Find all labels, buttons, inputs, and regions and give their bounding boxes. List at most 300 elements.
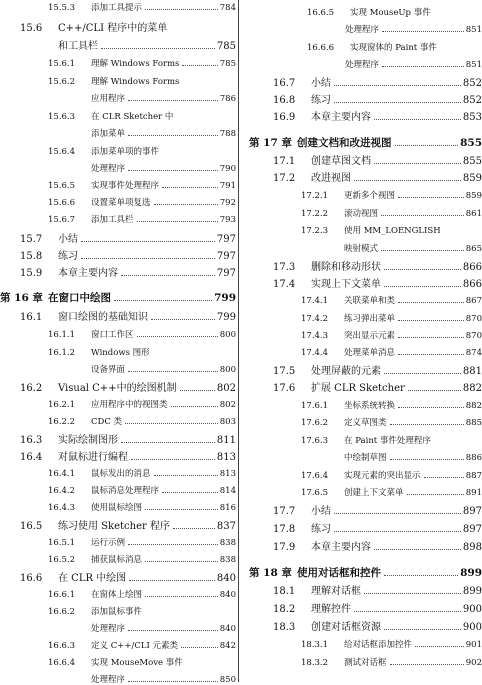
toc-entry [20, 19, 236, 34]
toc-entry [91, 622, 236, 634]
toc-page-number: 867 [465, 295, 482, 306]
dot-leader [125, 423, 218, 424]
toc-entry [91, 363, 236, 375]
toc-entry [301, 486, 482, 498]
toc-entry-title: 添加菜单 [91, 128, 126, 139]
toc-page-number: 886 [465, 452, 482, 463]
dot-leader [180, 390, 215, 391]
toc-page-number: 881 [462, 366, 482, 377]
toc-entry-title: 小结 [58, 234, 78, 245]
dot-leader [81, 258, 215, 259]
toc-entry [48, 656, 236, 668]
toc-page-number: 802 [216, 383, 236, 394]
toc-page-number: 897 [462, 524, 482, 535]
toc-entry-title: 处理屏蔽的元素 [311, 366, 381, 377]
toc-entry-number: 17.4.1 [301, 295, 329, 306]
toc-page-number: 850 [219, 674, 236, 685]
toc-page-number: 882 [465, 400, 482, 411]
dot-leader [129, 580, 215, 581]
toc-entry-number: 16.4.3 [48, 502, 76, 513]
toc-entry [273, 169, 482, 184]
dot-leader [101, 48, 215, 49]
toc-entry-title: 处理程序 [91, 674, 126, 685]
toc-entry-title: 理解 Windows Forms [91, 76, 180, 87]
toc-entry-title: 改进视图 [311, 173, 351, 184]
dot-leader [384, 286, 461, 287]
dot-leader [390, 459, 464, 460]
toc-entry-number: 15.8 [20, 251, 43, 262]
toc-page-number: 813 [219, 468, 236, 479]
toc-entry-number: 17.6.5 [301, 487, 329, 498]
toc-page-number: 802 [219, 399, 236, 410]
dot-leader [128, 371, 218, 372]
toc-entry-number: 17.6 [273, 383, 296, 394]
toc-entry [48, 145, 236, 157]
dot-leader [334, 513, 461, 514]
toc-entry-title: 练习 [58, 251, 78, 262]
dot-leader [128, 681, 218, 682]
toc-entry [273, 520, 482, 535]
toc-page-number: 861 [465, 208, 482, 219]
toc-entry-number: 17.3 [273, 262, 296, 273]
dot-leader [334, 531, 461, 532]
toc-page-number: 791 [219, 180, 236, 191]
toc-entry-title: 定义草图类 [344, 417, 387, 428]
dot-leader [137, 336, 218, 337]
toc-page-number: 799 [216, 312, 236, 323]
toc-entry [301, 189, 482, 201]
toc-entry-title: 实际绘制图形 [58, 435, 118, 446]
toc-entry-number: 18.3 [273, 622, 296, 633]
toc-entry-title: 本章主要内容 [311, 542, 371, 553]
toc-page-number: 811 [216, 435, 236, 446]
toc-page-number: 866 [462, 279, 482, 290]
dot-leader [384, 373, 461, 374]
toc-entry-title: 实现事件处理程序 [91, 180, 160, 191]
toc-entry [48, 110, 236, 122]
toc-page-number: 797 [216, 268, 236, 279]
toc-page-number: 870 [465, 330, 482, 341]
toc-entry [91, 673, 236, 685]
toc-entry-title: 练习 [311, 95, 331, 106]
toc-page-number: 803 [219, 416, 236, 427]
dot-leader [121, 442, 215, 443]
toc-entry-number: 17.6.2 [301, 417, 329, 428]
toc-page-number: 851 [465, 59, 482, 70]
toc-entry [48, 415, 236, 427]
dot-leader [145, 509, 218, 510]
dot-leader [374, 119, 461, 120]
toc-page-number: 865 [465, 243, 482, 254]
dot-leader [384, 575, 458, 576]
toc-entry [20, 264, 236, 279]
toc-entry-number: 17.4 [273, 279, 296, 290]
toc-entry-number: 15.6.1 [48, 58, 76, 69]
toc-entry-number: 15.6.6 [48, 197, 76, 208]
toc-entry [301, 224, 482, 236]
toc-entry [48, 398, 236, 410]
toc-entry [301, 294, 482, 306]
toc-entry-number: 18.2 [273, 604, 296, 615]
toc-entry-title: 处理程序 [91, 163, 126, 174]
toc-entry [48, 553, 236, 565]
dot-leader [81, 241, 215, 242]
toc-entry [48, 605, 236, 617]
toc-entry [301, 416, 482, 428]
dot-leader [128, 630, 218, 631]
toc-entry-number: 15.6.7 [48, 214, 76, 225]
toc-page-number: 797 [216, 251, 236, 262]
toc-page-number: 866 [462, 262, 482, 273]
toc-entry-number: 第 16 章 [0, 291, 43, 304]
toc-entry-title: 滚动视图 [344, 208, 379, 219]
toc-entry [48, 75, 236, 87]
dot-leader [181, 647, 218, 648]
toc-entry [48, 639, 236, 651]
toc-entry-title: 坐标系统转换 [344, 400, 396, 411]
toc-page-number: 799 [214, 291, 236, 304]
toc-page-number: 885 [465, 417, 482, 428]
toc-entry [20, 247, 236, 262]
toc-entry-title: 理解对话框 [311, 586, 361, 597]
toc-entry [301, 656, 482, 668]
toc-page-number: 788 [219, 128, 236, 139]
dot-leader [354, 180, 461, 181]
toc-entry-title: 捕获鼠标消息 [91, 554, 143, 565]
toc-entry [345, 23, 482, 35]
toc-entry [48, 484, 236, 496]
toc-entry-title: 使用对话框和控件 [297, 566, 381, 579]
toc-entry-number: 第 18 章 [249, 566, 292, 579]
toc-entry-number: 15.6.5 [48, 180, 76, 191]
toc-entry-number: 16.6 [20, 573, 43, 584]
toc-entry-number: 16.6.6 [307, 42, 335, 53]
toc-entry-number: 第 17 章 [249, 136, 292, 149]
toc-entry-title: 小结 [311, 506, 331, 517]
toc-entry-title: 扩展 CLR Sketcher [311, 383, 405, 394]
toc-entry [48, 1, 236, 13]
dot-leader [182, 65, 217, 66]
dot-leader [395, 145, 459, 146]
dot-leader [145, 561, 218, 562]
dot-leader [381, 250, 464, 251]
toc-entry-number: 16.8 [273, 95, 296, 106]
toc-entry-title: 理解控件 [311, 604, 351, 615]
toc-entry-title: 创建草图文档 [311, 156, 371, 167]
dot-leader [128, 100, 218, 101]
dot-leader [154, 475, 218, 476]
toc-page-number: 891 [465, 487, 482, 498]
dot-leader [128, 544, 218, 545]
toc-entry-title: 练习使用 Sketcher 程序 [58, 521, 170, 532]
toc-page-number: 837 [216, 521, 236, 532]
toc-entry-title: 小结 [311, 78, 331, 89]
toc-entry-title: 应用程序 [91, 93, 126, 104]
toc-entry [48, 346, 236, 358]
toc-entry-number: 17.2.3 [301, 225, 329, 236]
toc-entry-number: 17.8 [273, 524, 296, 535]
toc-entry-title: 创建文档和改进视图 [297, 136, 392, 149]
toc-entry-number: 17.6.4 [301, 470, 329, 481]
toc-entry-number: 15.6.3 [48, 111, 76, 122]
toc-entry-title: 运行示例 [91, 537, 126, 548]
toc-chapter-entry [249, 135, 482, 150]
toc-page-number: 852 [462, 78, 482, 89]
dot-leader [162, 187, 218, 188]
toc-entry-title: 处理菜单消息 [344, 347, 396, 358]
dot-leader [128, 170, 218, 171]
toc-entry-title: 实现元素的突出显示 [344, 470, 421, 481]
dot-leader [162, 492, 218, 493]
toc-entry-number: 16.6.3 [48, 640, 76, 651]
toc-entry-title: 给对话框添加控件 [344, 639, 413, 650]
toc-entry-number: 16.1.1 [48, 329, 76, 340]
dot-leader [364, 593, 461, 594]
toc-entry-title: 处理程序 [91, 623, 126, 634]
toc-entry [48, 501, 236, 513]
toc-entry-number: 16.9 [273, 112, 296, 123]
dot-leader [398, 197, 464, 198]
toc-entry-title: 在窗口中绘图 [48, 291, 111, 304]
toc-entry-title: 使用鼠标绘图 [91, 502, 143, 513]
toc-entry-number: 16.1 [20, 312, 43, 323]
toc-entry [301, 207, 482, 219]
toc-entry [301, 469, 482, 481]
toc-entry [273, 362, 482, 377]
toc-entry-number: 15.5.3 [48, 2, 76, 13]
toc-entry-title: 和工具栏 [58, 41, 98, 52]
toc-entry [20, 431, 236, 446]
toc-entry-number: 17.2 [273, 173, 296, 184]
toc-entry-number: 16.4.1 [48, 468, 76, 479]
dot-leader [131, 459, 215, 460]
toc-entry [301, 346, 482, 358]
toc-page-number: 901 [465, 639, 482, 650]
dot-leader [398, 302, 464, 303]
toc-page-number: 853 [462, 112, 482, 123]
toc-page-number: 797 [216, 234, 236, 245]
toc-entry [48, 213, 236, 225]
dot-leader [145, 596, 218, 597]
toc-entry-title: 测试对话框 [344, 657, 387, 668]
toc-page-number: 902 [465, 657, 482, 668]
dot-leader [407, 494, 464, 495]
toc-entry [48, 588, 236, 600]
dot-leader [374, 163, 461, 164]
toc-page-number: 874 [465, 347, 482, 358]
toc-chapter-entry [249, 565, 482, 580]
toc-entry-title: 实现上下文菜单 [311, 279, 381, 290]
toc-entry-number: 16.6.4 [48, 657, 76, 668]
toc-entry-title: 实现 MouseUp 事件 [350, 7, 431, 18]
toc-entry-title: 映射模式 [344, 243, 379, 254]
toc-page-number: 859 [465, 190, 482, 201]
toc-entry [273, 600, 482, 615]
toc-page-number: 855 [462, 156, 482, 167]
dot-leader [398, 320, 464, 321]
toc-entry-number: 15.9 [20, 268, 43, 279]
toc-entry [48, 179, 236, 191]
toc-entry-number: 16.1.2 [48, 347, 76, 358]
toc-entry [48, 57, 236, 69]
toc-entry-title: 设备界面 [91, 364, 126, 375]
dot-leader [171, 406, 218, 407]
toc-page-number: 899 [460, 566, 482, 579]
toc-chapter-entry [0, 290, 236, 305]
toc-entry-title: 实现窗体的 Paint 事件 [350, 42, 437, 53]
toc-entry-title: 更新多个视图 [344, 190, 396, 201]
toc-entry [307, 41, 482, 53]
toc-entry-title: 定义 C++/CLI 元素类 [91, 640, 179, 651]
toc-entry-number: 18.3.2 [301, 657, 329, 668]
toc-entry-title: 在窗体上绘图 [91, 589, 143, 600]
toc-entry-title: 本章主要内容 [311, 112, 371, 123]
toc-entry [273, 91, 482, 106]
toc-entry-title: 添加菜单项的事件 [91, 146, 160, 157]
toc-entry [20, 308, 236, 323]
toc-entry-title: 鼠标发出的消息 [91, 468, 151, 479]
toc-entry [273, 275, 482, 290]
toc-entry-number: 15.6.2 [48, 76, 76, 87]
toc-entry-number: 16.3 [20, 435, 43, 446]
toc-page-number: 840 [219, 589, 236, 600]
toc-entry-number: 17.4.2 [301, 313, 329, 324]
dot-leader [173, 528, 215, 529]
toc-entry-number: 17.6.1 [301, 400, 329, 411]
toc-entry-number: 15.7 [20, 234, 43, 245]
toc-entry [91, 162, 236, 174]
toc-entry-title: 实现 MouseMove 事件 [91, 657, 183, 668]
toc-page-number: 813 [216, 452, 236, 463]
toc-entry [301, 329, 482, 341]
toc-page-number: 814 [219, 485, 236, 496]
toc-page-number: 855 [460, 136, 482, 149]
toc-page-number: 790 [219, 163, 236, 174]
toc-entry-number: 17.4.3 [301, 330, 329, 341]
dot-leader [334, 85, 461, 86]
dot-leader [384, 629, 461, 630]
toc-entry-title: Windows 图形 [91, 347, 150, 358]
dot-leader [334, 102, 461, 103]
toc-entry-title: 在 CLR Sketcher 中 [91, 111, 174, 122]
toc-entry [344, 242, 482, 254]
toc-entry [48, 536, 236, 548]
toc-entry [91, 127, 236, 139]
dot-leader [145, 9, 218, 10]
toc-entry-title: 删除和移动形状 [311, 262, 381, 273]
toc-entry [273, 618, 482, 633]
toc-entry [301, 312, 482, 324]
toc-entry [20, 517, 236, 532]
toc-entry [273, 152, 482, 167]
dot-leader [381, 215, 464, 216]
toc-entry-title: 练习弹出菜单 [344, 313, 396, 324]
toc-entry-title: 应用程序中的视图类 [91, 399, 168, 410]
dot-leader [354, 611, 461, 612]
toc-entry [20, 379, 236, 394]
toc-page-number: 838 [219, 554, 236, 565]
dot-leader [374, 549, 461, 550]
toc-page-number: 785 [219, 58, 236, 69]
toc-page-number: 898 [462, 542, 482, 553]
toc-entry-number: 16.5 [20, 521, 43, 532]
dot-leader [154, 204, 218, 205]
toc-entry [48, 328, 236, 340]
toc-entry-number: 16.4 [20, 452, 43, 463]
toc-entry-title: 关联菜单和类 [344, 295, 396, 306]
toc-page-number: 792 [219, 197, 236, 208]
toc-entry-title: 窗口工作区 [91, 329, 134, 340]
toc-entry [91, 92, 236, 104]
toc-entry-number: 16.2 [20, 383, 43, 394]
toc-entry-number: 18.1 [273, 586, 296, 597]
toc-page-number: 793 [219, 214, 236, 225]
toc-entry-number: 15.6 [20, 23, 43, 34]
toc-page-number: 786 [219, 93, 236, 104]
toc-page-number: 840 [219, 623, 236, 634]
toc-page-number: 842 [219, 640, 236, 651]
toc-entry-number: 16.2.1 [48, 399, 76, 410]
toc-entry-number: 17.7 [273, 506, 296, 517]
dot-leader [390, 424, 464, 425]
toc-entry [273, 74, 482, 89]
dot-leader [398, 407, 464, 408]
toc-entry [273, 379, 482, 394]
toc-entry [48, 196, 236, 208]
toc-entry-number: 17.9 [273, 542, 296, 553]
toc-entry-title: 练习 [311, 524, 331, 535]
toc-entry-number: 16.4.2 [48, 485, 76, 496]
toc-entry-title: 理解 Windows Forms [91, 58, 180, 69]
toc-entry-title: 在 CLR 中绘图 [58, 573, 127, 584]
toc-entry [301, 434, 482, 446]
dot-leader [424, 477, 464, 478]
toc-page-number: 852 [462, 95, 482, 106]
toc-entry-number: 16.6.5 [307, 7, 335, 18]
toc-page-number: 887 [465, 470, 482, 481]
toc-entry [273, 582, 482, 597]
toc-entry-title: 设置菜单项复选 [91, 197, 151, 208]
toc-entry-title: 对鼠标进行编程 [58, 452, 128, 463]
toc-page-number: 900 [462, 604, 482, 615]
toc-entry-number: 16.6.1 [48, 589, 76, 600]
toc-entry-title: 添加工具栏 [91, 214, 134, 225]
column-divider [238, 0, 239, 682]
dot-leader [114, 300, 212, 301]
toc-entry-number: 18.3.1 [301, 639, 329, 650]
toc-page-number: 899 [462, 586, 482, 597]
toc-page-number: 851 [465, 24, 482, 35]
toc-page-number: 900 [462, 622, 482, 633]
toc-entry-title: Visual C++中的绘图机制 [58, 383, 177, 394]
toc-entry [307, 6, 482, 18]
toc-entry [20, 569, 236, 584]
dot-leader [137, 221, 218, 222]
toc-entry [20, 448, 236, 463]
dot-leader [398, 354, 464, 355]
toc-entry-title: 突出显示元素 [344, 330, 396, 341]
dot-leader [415, 646, 464, 647]
toc-entry-title: CDC 类 [91, 416, 123, 427]
toc-entry [273, 108, 482, 123]
toc-entry-number: 16.7 [273, 78, 296, 89]
toc-entry-number: 17.6.3 [301, 435, 329, 446]
toc-page-number: 870 [465, 313, 482, 324]
toc-page-number: 800 [219, 364, 236, 375]
toc-entry-number: 15.6.4 [48, 146, 76, 157]
dot-leader [382, 66, 464, 67]
dot-leader [151, 319, 215, 320]
